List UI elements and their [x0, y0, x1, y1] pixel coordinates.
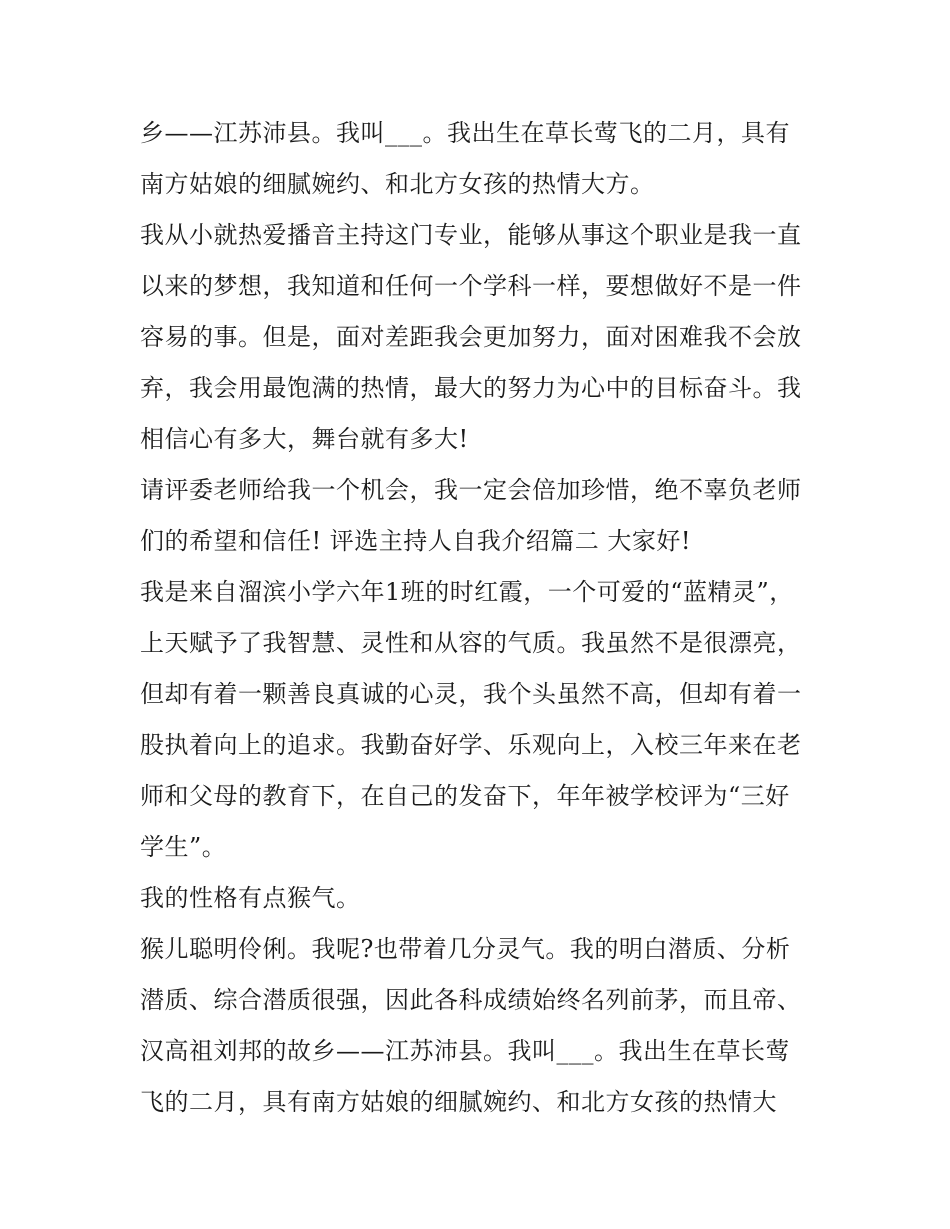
- text-line: 学生”。: [140, 833, 227, 861]
- text-line: 但却有着一颗善良真诚的心灵，我个头虽然不高，但却有着一: [140, 680, 802, 708]
- text-line: 汉高祖刘邦的故乡——江苏沛县。我叫___。我出生在草长莺: [140, 1037, 790, 1065]
- text-line: 师和父母的教育下，在自己的发奋下，年年被学校评为“三好: [140, 782, 790, 810]
- text-line: 弃，我会用最饱满的热情，最大的努力为心中的目标奋斗。我: [140, 374, 802, 402]
- text-line: 我的性格有点猴气。: [140, 884, 361, 912]
- text-line: 股执着向上的追求。我勤奋好学、乐观向上，入校三年来在老: [140, 731, 802, 759]
- text-line: 容易的事。但是，面对差距我会更加努力，面对困难我不会放: [140, 323, 802, 351]
- text-line: 我是来自溜滨小学六年1班的时红霞，一个可爱的“蓝精灵”，: [140, 578, 794, 606]
- document-body: [140, 108, 820, 1128]
- text-line: 上天赋予了我智慧、灵性和从容的气质。我虽然不是很漂亮，: [140, 629, 802, 657]
- text-line: 飞的二月，具有南方姑娘的细腻婉约、和北方女孩的热情大: [140, 1088, 777, 1116]
- text-line: 潜质、综合潜质很强，因此各科成绩始终名列前茅，而且帝、: [140, 986, 802, 1014]
- text-line: 们的希望和信任! 评选主持人自我介绍篇二 大家好!: [140, 527, 692, 555]
- text-line: 相信心有多大，舞台就有多大!: [140, 425, 469, 453]
- text-line: 我从小就热爱播音主持这门专业，能够从事这个职业是我一直: [140, 221, 802, 249]
- text-line: 以来的梦想，我知道和任何一个学科一样，要想做好不是一件: [140, 272, 802, 300]
- text-line: 猴儿聪明伶俐。我呢?也带着几分灵气。我的明白潜质、分析: [140, 935, 791, 963]
- text-line: 乡——江苏沛县。我叫___。我出生在草长莺飞的二月，具有: [140, 119, 790, 147]
- text-line: 南方姑娘的细腻婉约、和北方女孩的热情大方。: [140, 170, 655, 198]
- text-line: 请评委老师给我一个机会，我一定会倍加珍惜，绝不辜负老师: [140, 476, 802, 504]
